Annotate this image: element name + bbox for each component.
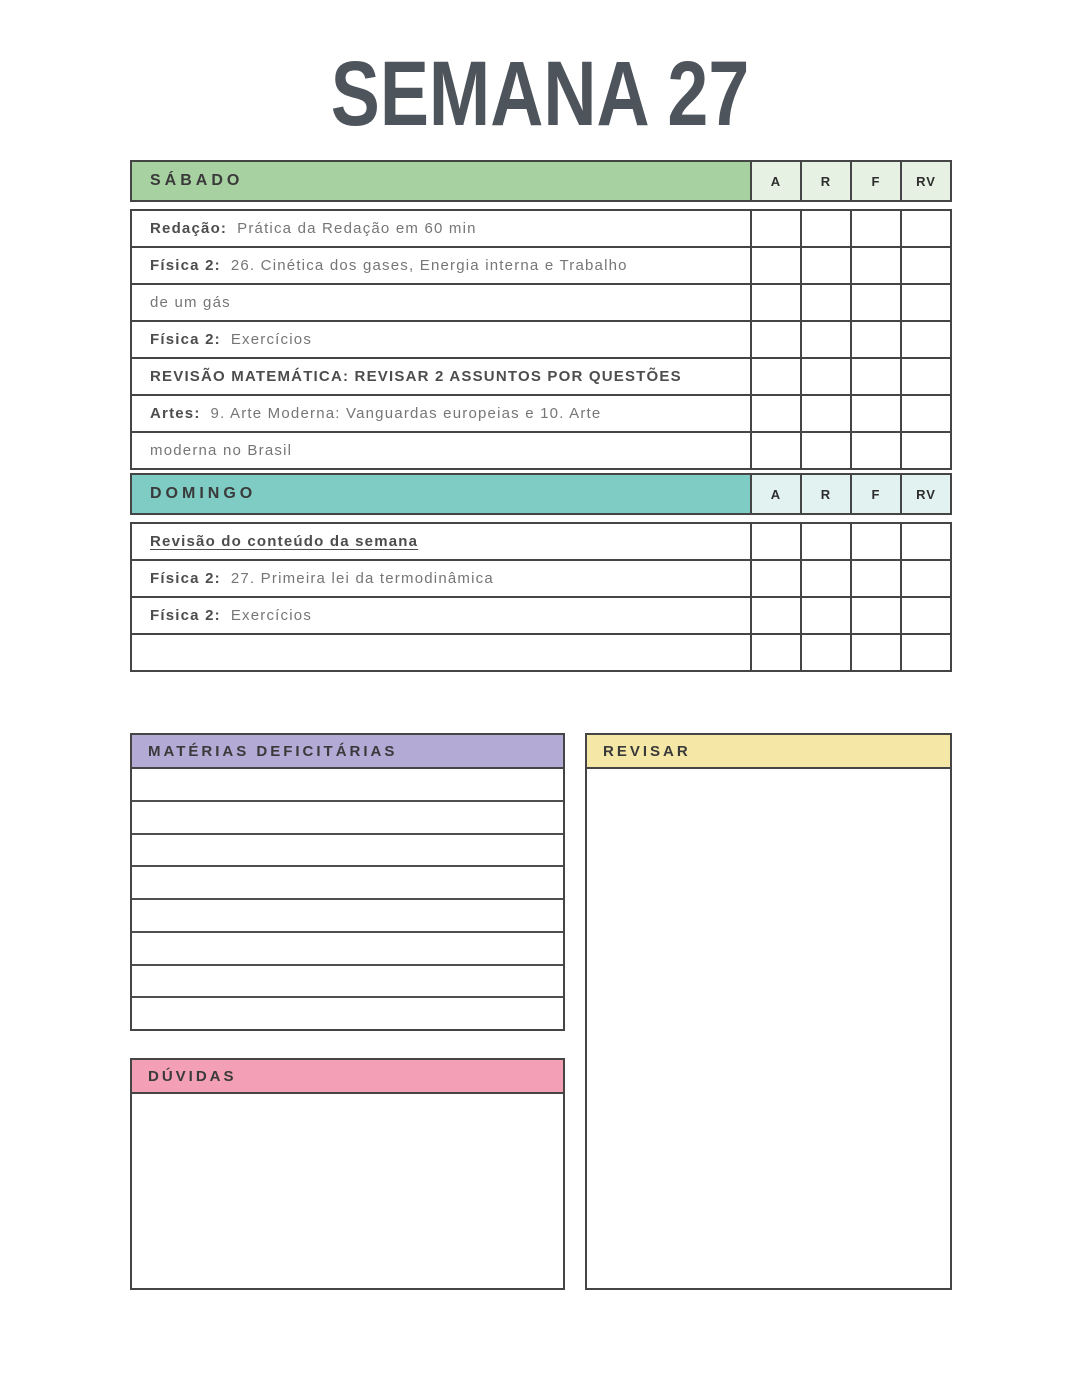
sunday-day-label: DOMINGO [132,475,750,513]
check-cell[interactable] [902,396,950,431]
check-cell[interactable] [902,248,950,283]
task-row [132,322,750,357]
note-line [132,835,563,868]
check-cell[interactable] [802,322,850,357]
task-row [132,433,750,468]
materias-deficitarias-panel [130,733,565,1031]
task-row [132,598,750,633]
check-cell[interactable] [852,433,900,468]
check-cell[interactable] [902,561,950,596]
check-cell[interactable] [802,359,850,394]
note-line [132,802,563,835]
sunday-body [130,522,952,672]
note-line [132,998,563,1029]
task-text: 9. Arte Moderna: Vanguardas europeias e 10. Arte [210,405,602,422]
note-line [132,966,563,999]
check-cell[interactable] [852,211,900,246]
check-column-header-r: R [802,162,850,200]
check-cell[interactable] [852,285,900,320]
task-row [132,248,750,283]
task-text: 27. Primeira lei da termodinâmica [230,570,494,587]
check-column-header-f: F [852,162,900,200]
check-column-header-rv: RV [902,475,950,513]
check-cell[interactable] [752,396,800,431]
task-row [132,635,750,670]
note-line [132,867,563,900]
materias-deficitarias-title: MATÉRIAS DEFICITÁRIAS [130,733,565,769]
check-cell[interactable] [802,635,850,670]
check-cell[interactable] [902,285,950,320]
check-cell[interactable] [852,248,900,283]
check-cell[interactable] [802,433,850,468]
check-cell[interactable] [802,598,850,633]
check-cell[interactable] [752,561,800,596]
check-cell[interactable] [752,524,800,559]
saturday-day-label: SÁBADO [132,162,750,200]
check-cell[interactable] [902,211,950,246]
task-label: REVISÃO MATEMÁTICA: REVISAR 2 ASSUNTOS POR QUESTÕES [150,368,682,385]
revisar-title: REVISAR [585,733,952,769]
check-cell[interactable] [802,211,850,246]
check-cell[interactable] [802,285,850,320]
task-label: Revisão do conteúdo da semana [150,533,419,550]
check-cell[interactable] [752,322,800,357]
check-column-header-rv: RV [902,162,950,200]
task-text: Exercícios [230,607,313,624]
task-row [132,285,750,320]
check-cell[interactable] [902,433,950,468]
check-cell[interactable] [752,248,800,283]
task-label: Redação: [150,220,228,237]
check-cell[interactable] [752,635,800,670]
check-column-header-a: A [752,162,800,200]
task-text: de um gás [150,294,231,311]
check-cell[interactable] [852,359,900,394]
task-label: Física 2: [150,607,221,624]
check-cell[interactable] [752,359,800,394]
task-label: Física 2: [150,570,221,587]
note-line [132,933,563,966]
check-cell[interactable] [902,524,950,559]
materias-deficitarias-box [130,769,565,1031]
task-row [132,396,750,431]
task-row [132,359,750,394]
sunday-header-row [130,473,952,515]
check-cell[interactable] [852,561,900,596]
task-row [132,524,750,559]
check-cell[interactable] [752,598,800,633]
duvidas-panel [130,1058,565,1290]
check-cell[interactable] [802,396,850,431]
task-label: Física 2: [150,257,221,274]
check-cell[interactable] [852,524,900,559]
task-text: 26. Cinética dos gases, Energia interna e Trabalho [230,257,628,274]
saturday-header-row [130,160,952,202]
check-cell[interactable] [802,248,850,283]
check-cell[interactable] [902,359,950,394]
check-cell[interactable] [752,211,800,246]
task-label: Artes: [150,405,201,422]
duvidas-box [130,1094,565,1290]
task-text: moderna no Brasil [150,442,293,459]
check-column-header-a: A [752,475,800,513]
week-table [130,160,952,672]
check-cell[interactable] [902,635,950,670]
task-label: Física 2: [150,331,221,348]
check-cell[interactable] [802,524,850,559]
check-column-header-r: R [802,475,850,513]
note-line [132,900,563,933]
check-cell[interactable] [902,322,950,357]
check-cell[interactable] [852,396,900,431]
note-line [132,769,563,802]
task-text: Prática da Redação em 60 min [237,220,477,237]
revisar-panel [585,733,952,1290]
check-cell[interactable] [752,285,800,320]
check-cell[interactable] [802,561,850,596]
check-cell[interactable] [852,598,900,633]
check-column-header-f: F [852,475,900,513]
duvidas-title: DÚVIDAS [130,1058,565,1094]
saturday-body [130,209,952,470]
check-cell[interactable] [902,598,950,633]
task-text: Exercícios [230,331,313,348]
task-row [132,561,750,596]
check-cell[interactable] [852,635,900,670]
check-cell[interactable] [752,433,800,468]
page-title: SEMANA 27 [330,43,750,145]
check-cell[interactable] [852,322,900,357]
revisar-box [585,769,952,1290]
task-row [132,211,750,246]
